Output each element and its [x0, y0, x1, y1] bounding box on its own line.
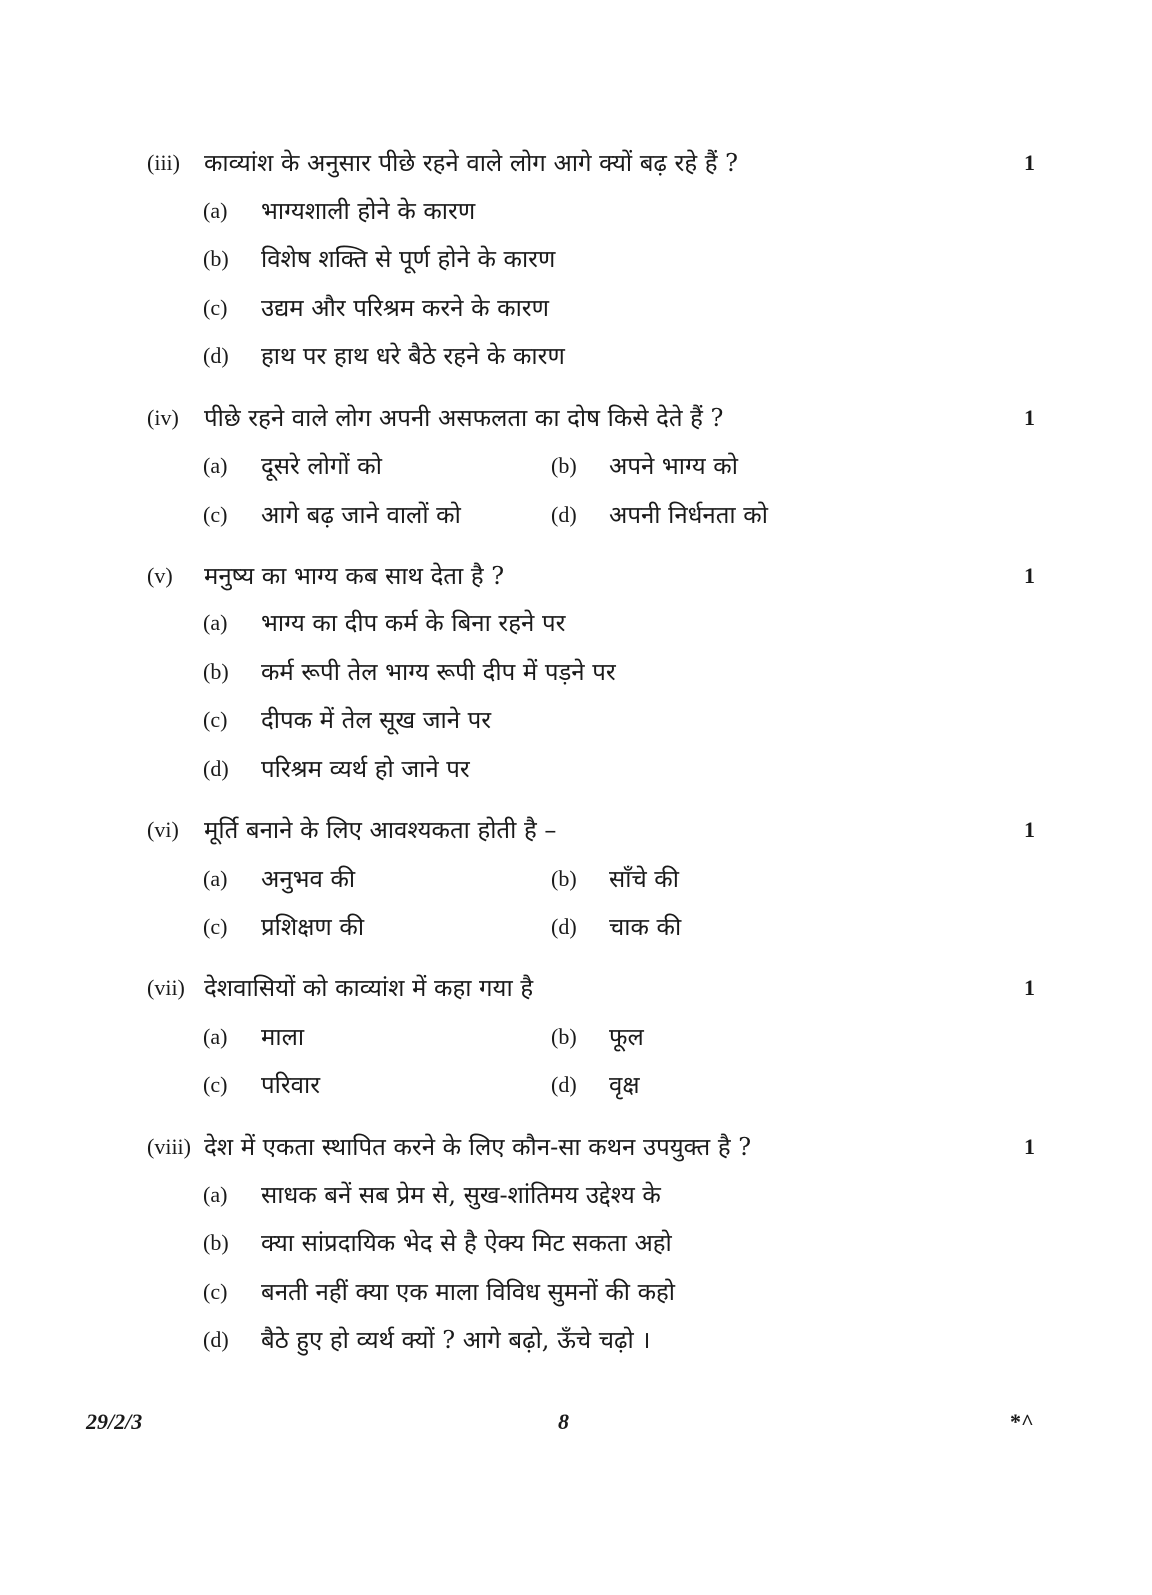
option-text: अपनी निर्धनता को: [609, 501, 768, 529]
option-label: (b): [203, 1230, 229, 1255]
option-text: क्या सांप्रदायिक भेद से है ऐक्य मिट सकता अहो: [261, 1229, 672, 1257]
option-label: (d): [551, 1072, 577, 1097]
option-text: कर्म रूपी तेल भाग्य रूपी दीप में पड़ने पर: [261, 658, 616, 686]
marks: 1: [1024, 405, 1035, 430]
marks: 1: [1024, 150, 1035, 175]
option-label: (a): [203, 866, 228, 891]
option-label: (b): [203, 246, 229, 271]
option-text: परिवार: [261, 1071, 321, 1099]
option-label: (b): [551, 1024, 577, 1049]
option-text: विशेष शक्ति से पूर्ण होने के कारण: [261, 245, 556, 273]
option-text: अपने भाग्य को: [609, 452, 738, 480]
option-text: परिश्रम व्यर्थ हो जाने पर: [261, 755, 470, 783]
question-number: (vii): [147, 975, 185, 1000]
option-label: (d): [551, 502, 577, 527]
option-text: साँचे की: [609, 865, 679, 893]
marks: 1: [1024, 817, 1035, 842]
question-text: पीछे रहने वाले लोग अपनी असफलता का दोष किसे देते हैं ?: [204, 404, 724, 432]
option-label: (b): [551, 866, 577, 891]
option-text: चाक की: [609, 913, 682, 941]
marks: 1: [1024, 563, 1035, 588]
option-label: (a): [203, 1024, 228, 1049]
option-label: (a): [203, 610, 228, 635]
option-label: (c): [203, 502, 228, 527]
option-label: (a): [203, 198, 228, 223]
option-label: (c): [203, 914, 228, 939]
option-label: (d): [203, 756, 229, 781]
option-text: बैठे हुए हो व्यर्थ क्यों ? आगे बढ़ो, ऊँचे चढ़ो ।: [261, 1326, 651, 1354]
option-label: (d): [203, 343, 229, 368]
option-label: (c): [203, 1279, 228, 1304]
option-text: दीपक में तेल सूख जाने पर: [261, 706, 492, 734]
option-label: (c): [203, 707, 228, 732]
question-text: देशवासियों को काव्यांश में कहा गया है: [204, 974, 534, 1002]
question-number: (vi): [147, 817, 179, 842]
option-text: प्रशिक्षण की: [261, 913, 365, 941]
option-label: (c): [203, 295, 228, 320]
option-label: (c): [203, 1072, 228, 1097]
question-text: काव्यांश के अनुसार पीछे रहने वाले लोग आगे क्यों बढ़ रहे हैं ?: [204, 149, 738, 177]
page-mark: *^: [1010, 1409, 1034, 1434]
option-text: माला: [261, 1023, 305, 1051]
question-text: मनुष्य का भाग्य कब साथ देता है ?: [204, 562, 505, 590]
option-label: (b): [203, 659, 229, 684]
marks: 1: [1024, 975, 1035, 1000]
option-label: (d): [551, 914, 577, 939]
question-number: (viii): [147, 1134, 191, 1159]
question-text: देश में एकता स्थापित करने के लिए कौन-सा कथन उपयुक्त है ?: [204, 1133, 752, 1161]
option-text: भाग्यशाली होने के कारण: [261, 197, 476, 225]
option-text: आगे बढ़ जाने वालों को: [261, 501, 461, 529]
option-text: वृक्ष: [609, 1071, 640, 1099]
question-number: (iii): [147, 150, 180, 175]
option-label: (d): [203, 1327, 229, 1352]
option-label: (a): [203, 453, 228, 478]
option-text: फूल: [609, 1023, 644, 1051]
marks: 1: [1024, 1134, 1035, 1159]
option-text: उद्यम और परिश्रम करने के कारण: [261, 294, 549, 322]
option-text: अनुभव की: [261, 865, 356, 893]
option-text: साधक बनें सब प्रेम से, सुख-शांतिमय उद्देश्य के: [261, 1181, 661, 1209]
question-number: (iv): [147, 405, 179, 430]
question-number: (v): [147, 563, 173, 588]
option-text: बनती नहीं क्या एक माला विविध सुमनों की कहो: [261, 1278, 675, 1306]
page-number: 8: [558, 1409, 569, 1434]
option-text: हाथ पर हाथ धरे बैठे रहने के कारण: [261, 342, 565, 370]
option-text: भाग्य का दीप कर्म के बिना रहने पर: [261, 609, 566, 637]
option-label: (a): [203, 1182, 228, 1207]
paper-code: 29/2/3: [86, 1409, 143, 1434]
option-text: दूसरे लोगों को: [261, 452, 382, 480]
question-text: मूर्ति बनाने के लिए आवश्यकता होती है –: [204, 816, 557, 844]
option-label: (b): [551, 453, 577, 478]
